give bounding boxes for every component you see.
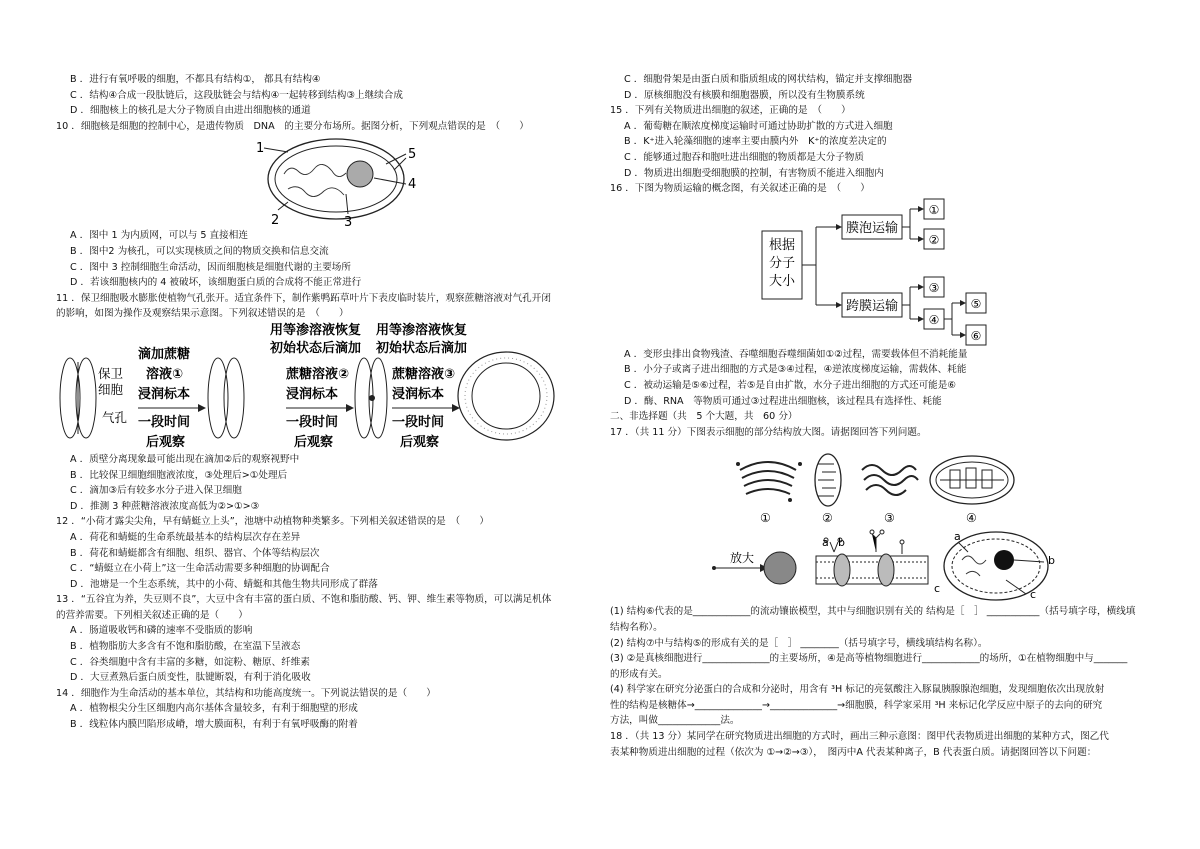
q18-stem-1: 18 ．（共 13 分）某同学在研究物质进出细胞的方式时，画出三种示意图：图甲代表物质进出细胞的某种方式，图乙代 — [610, 731, 1109, 743]
q15-option-a: A ．葡萄糖在顺浓度梯度运输时可通过协助扩散的方式进入细胞 — [624, 120, 893, 132]
step3-text — [375, 322, 467, 450]
q9-option-d: D ．细胞核上的核孔是大分子物质自由进出细胞核的通道 — [70, 105, 311, 117]
svg-text:一段时间: 一段时间 — [392, 414, 445, 430]
q17-sub1-cont: 结构名称）。 — [610, 621, 663, 633]
transport-concept-map — [610, 197, 1130, 347]
svg-text:滴加蔗糖: 滴加蔗糖 — [138, 346, 191, 362]
q9-option-c: C ．结构④合成一段肽链后，这段肽链会与结构④一起转移到结构③上继续合成 — [70, 89, 403, 101]
nucleus-letter-c: c — [1030, 588, 1037, 602]
root-line3: 大小 — [768, 273, 796, 289]
q11-option-d: D ．推测 3 种蔗糖溶液浓度高低为②>①>③ — [70, 500, 260, 512]
root-line1: 根据 — [768, 237, 796, 253]
node-4: ④ — [928, 312, 940, 327]
svg-text:用等渗溶液恢复: 用等渗溶液恢复 — [376, 322, 468, 338]
svg-text:一段时间: 一段时间 — [138, 414, 191, 430]
node-3: ③ — [928, 280, 940, 295]
q13-stem-2: 的营养需要。下列相关叙述正确的是（ ） — [56, 609, 248, 621]
left-column — [56, 72, 576, 733]
svg-text:溶液①: 溶液① — [146, 366, 184, 382]
q17-sub4: (4) 科学家在研究分泌蛋白的合成和分泌时，用含有 ³H 标记的亮氨酸注入豚鼠胰腺腺泡细胞，发现细胞依次出现放射 — [610, 684, 1105, 696]
vesicle-transport: 膜泡运输 — [845, 220, 899, 236]
q12-stem: 12 ．“小荷才露尖尖角，早有蜻蜓立上头”，池塘中动植物种类繁多。下列相关叙述错误的是 （ ） — [56, 516, 489, 528]
label-guard-cell-line2: 细胞 — [98, 381, 124, 397]
q17-sub4-cont2: 方法，叫做_____________法。 — [610, 715, 740, 727]
nucleus-letter-a: a — [954, 530, 961, 544]
organelles-figure — [610, 440, 1130, 604]
q11-option-c: C ．滴加③后有较多水分子进入保卫细胞 — [70, 485, 242, 497]
membrane-letter-b: b — [838, 536, 845, 550]
q14-option-d: D ．原核细胞没有核膜和细胞器膜，所以没有生物膜系统 — [624, 89, 865, 101]
nucleus-label-1: 1 — [256, 141, 265, 157]
right-column — [610, 72, 1136, 760]
label-1: ① — [760, 511, 771, 526]
node-1: ① — [928, 202, 940, 217]
q15-stem: 15 ．下列有关物质进出细胞的叙述，正确的是 （ ） — [610, 105, 851, 117]
q10-option-d: D ．若该细胞核内的 4 被破坏，该细胞蛋白质的合成将不能正常进行 — [70, 277, 362, 289]
q14-stem: 14 ．细胞作为生命活动的基本单位，其结构和功能高度统一。下列说法错误的是（ ） — [56, 687, 436, 699]
q17-sub4-cont: 性的结构是核糖体→______________→______________→细胞膜，科学家采用 ³H 来标记化学反应中原子的去向的研究 — [610, 699, 1103, 711]
nucleus-label-5: 5 — [408, 147, 417, 163]
node-6: ⑥ — [970, 328, 982, 343]
q11-option-a: A ．质壁分离现象最可能出现在滴加②后的观察视野中 — [70, 453, 300, 465]
transport-concept-figure — [610, 197, 1130, 347]
root-line2: 分子 — [768, 255, 796, 271]
q13-option-d: D ．大豆煮熟后蛋白质变性，肽键断裂，有利于消化吸收 — [70, 672, 311, 684]
svg-text:浸润标本: 浸润标本 — [286, 386, 339, 402]
svg-text:用等渗溶液恢复: 用等渗溶液恢复 — [270, 322, 362, 338]
q15-option-c: C ．能够通过胞吞和胞吐进出细胞的物质都是大分子物质 — [624, 151, 864, 163]
svg-text:蔗糖溶液③: 蔗糖溶液③ — [392, 366, 456, 382]
stomata-diagram — [56, 322, 576, 452]
section-heading: 二、非选择题（共 5 个大题，共 60 分） — [610, 411, 798, 423]
q11-stem-1: 11 ．保卫细胞吸水膨胀使植物气孔张开。适宜条件下，制作紫鸭跖草叶片下表皮临时装片，观察蔗糖溶液对气孔开闭 — [56, 292, 551, 304]
membrane-letter-a: a — [822, 536, 829, 550]
step1-text — [138, 346, 190, 450]
q18-stem-2: 表某种物质进出细胞的过程（依次为 ①→②→③）， 图丙中A 代表某种离子，B 代表蛋白质。请据图回答以下问题： — [610, 746, 1097, 758]
step2-text — [269, 322, 361, 450]
nucleus-diagram — [56, 134, 576, 228]
svg-text:浸润标本: 浸润标本 — [138, 386, 191, 402]
q11-stem-2: 的影响，如图为操作及观察结果示意图。下列叙述错误的是 （ ） — [56, 308, 349, 320]
q9-option-b: B ．进行有氧呼吸的细胞，不都具有结构①， 都具有结构④ — [70, 74, 321, 85]
q12-option-c: C ．“蜻蜓立在小荷上”这一生命活动需要多种细胞的协调配合 — [70, 563, 330, 575]
q16-option-a: A ．变形虫排出食物残渣、吞噬细胞吞噬细菌如①②过程，需要载体但不消耗能量 — [624, 348, 968, 360]
svg-text:后观察: 后观察 — [400, 434, 440, 450]
svg-text:初始状态后滴加: 初始状态后滴加 — [376, 340, 468, 356]
q13-stem-1: 13 ．“五谷宜为养，失豆则不良”，大豆中含有丰富的蛋白质、不饱和脂肪酸、钙、钾、维生素等物质，可以满足机体 — [56, 594, 552, 606]
q16-option-b: B ．小分子或离子进出细胞的方式是③④过程，④逆浓度梯度运输，需载体、耗能 — [624, 364, 967, 376]
q16-stem: 16 ．下图为物质运输的概念图，有关叙述正确的是 （ ） — [610, 183, 870, 195]
q10-option-a: A ．图中 1 为内质网，可以与 5 直接相连 — [70, 230, 248, 242]
label-2: ② — [822, 511, 833, 526]
q10-option-c: C ．图中 3 控制细胞生命活动，因而细胞核是细胞代谢的主要场所 — [70, 261, 351, 273]
nucleus-label-2: 2 — [271, 213, 280, 229]
label-stoma: 气孔 — [102, 409, 128, 425]
q15-option-b: B ．K⁺进入轮藻细胞的速率主要由膜内外 K⁺的浓度差决定的 — [624, 136, 887, 148]
q14-option-c: C ．细胞骨架是由蛋白质和脂质组成的网状结构，锚定并支撑细胞器 — [624, 74, 912, 85]
q14-option-b: B ．线粒体内膜凹陷形成嵴，增大膜面积，有利于有氧呼吸酶的附着 — [70, 719, 358, 731]
svg-text:一段时间: 一段时间 — [286, 414, 339, 430]
label-guard-cell-line1: 保卫 — [98, 365, 124, 381]
q13-option-b: B ．植物脂肪大多含有不饱和脂肪酸，在室温下呈液态 — [70, 641, 301, 653]
golgi-icon — [736, 462, 802, 502]
q16-option-c: C ．被动运输是⑤⑥过程，若⑤是自由扩散，水分子进出细胞的方式还可能是⑥ — [624, 379, 956, 391]
q12-option-d: D ．池塘是一个生态系统，其中的小荷、蜻蜓和其他生物共同形成了群落 — [70, 578, 378, 590]
transmembrane-transport: 跨膜运输 — [845, 298, 899, 314]
node-2: ② — [928, 232, 940, 247]
stomata-figure — [56, 322, 576, 452]
nucleus-label-4: 4 — [408, 177, 417, 193]
svg-text:蔗糖溶液②: 蔗糖溶液② — [286, 366, 350, 382]
membrane-letter-c: c — [934, 582, 941, 596]
node-5: ⑤ — [970, 296, 982, 311]
organelles-diagram — [610, 440, 1130, 604]
svg-text:后观察: 后观察 — [146, 434, 186, 450]
q10-option-b: B ．图中2 为核孔，可以实现核质之间的物质交换和信息交流 — [70, 245, 329, 257]
chloroplast-icon — [930, 456, 1014, 504]
mitochondrion-icon — [815, 454, 841, 506]
q11-option-b: B ．比较保卫细胞细胞液浓度，③处理后>①处理后 — [70, 469, 288, 481]
svg-text:初始状态后滴加: 初始状态后滴加 — [270, 340, 362, 356]
q13-option-a: A ．肠道吸收钙和磷的速率不受脂质的影响 — [70, 625, 253, 637]
q17-sub2: (2) 结构⑦中与结构⑤的形成有关的是［ ］ ________（括号填字号，横线填结构名称）。 — [610, 637, 988, 649]
q14-option-a: A ．植物根尖分生区细胞内高尔基体含量较多，有利于细胞壁的形成 — [70, 703, 358, 715]
q16-option-d: D ．酶、RNA 等物质可通过③过程进出细胞核，该过程具有选择性、耗能 — [624, 395, 942, 407]
nucleus-label-3: 3 — [344, 215, 353, 229]
nucleus-letter-b: b — [1048, 554, 1055, 568]
q13-option-c: C ．谷类细胞中含有丰富的多糖，如淀粉、糖原、纤维素 — [70, 656, 310, 668]
cell-membrane-icon — [816, 530, 928, 586]
q17-sub3-cont: 的形成有关。 — [610, 668, 668, 680]
q12-option-a: A ．荷花和蜻蜓的生命系统最基本的结构层次存在差异 — [70, 531, 301, 543]
q17-sub3: (3) ②是真核细胞进行______________的主要场所，④是高等植物细胞进行____________的场所，①在植物细胞中与_______ — [610, 653, 1128, 665]
enlarge-label: 放大 — [730, 551, 755, 566]
svg-text:浸润标本: 浸润标本 — [392, 386, 445, 402]
q17-sub1: (1) 结构⑥代表的是____________的流动镶嵌模型，其中与细胞识别有关的 结构是［ ］ ___________（括号填字母，横线填 — [610, 606, 1136, 618]
nucleolus-icon — [764, 552, 796, 584]
label-3: ③ — [884, 511, 895, 526]
q15-option-d: D ．物质进出细胞受细胞膜的控制，有害物质不能进入细胞内 — [624, 167, 884, 179]
svg-text:后观察: 后观察 — [294, 434, 334, 450]
q12-option-b: B ．荷花和蜻蜓都含有细胞、组织、器官、个体等结构层次 — [70, 547, 320, 559]
er-icon — [862, 465, 918, 495]
nucleus-figure — [56, 134, 576, 228]
label-4: ④ — [966, 511, 977, 526]
q10-stem: 10 ．细胞核是细胞的控制中心，是遗传物质 DNA 的主要分布场所。据图分析，下列观点错误的是 （ ） — [56, 120, 529, 132]
q17-stem: 17 ．（共 11 分）下图表示细胞的部分结构放大图。请据图回答下列问题。 — [610, 426, 927, 438]
